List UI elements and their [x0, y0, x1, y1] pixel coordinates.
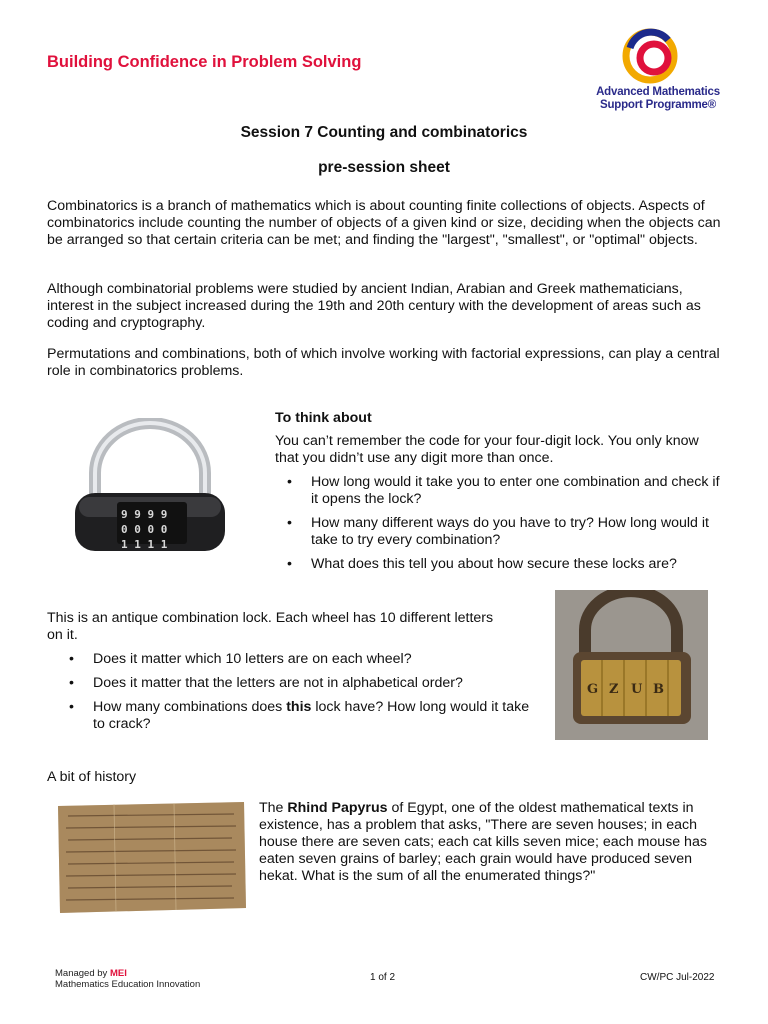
svg-text:1 1 1 1: 1 1 1 1: [121, 538, 168, 551]
managed-by-label: Managed by: [55, 968, 110, 979]
logo-line-2: Support Programme®: [599, 99, 717, 111]
think-about-intro: You can’t remember the code for your four-digit lock. You only know that you didn’t use any digit more than once.: [275, 433, 699, 466]
session-title: Session 7 Counting and combinatorics: [240, 124, 528, 141]
padlock-image: [55, 418, 245, 563]
mei-logo: MEI: [109, 968, 127, 979]
list-item-text: How many different ways do you have to try? How long would it take to try every combination?: [311, 515, 709, 548]
logo-line-1: Advanced Mathematics: [596, 86, 720, 98]
mei-full-name: Mathematics Education Innovation: [55, 979, 201, 990]
antique-lock-section: [47, 610, 547, 733]
svg-text:Z: Z: [609, 682, 619, 697]
brand-title: Building Confidence in Problem Solving: [47, 53, 362, 71]
list-item-text: What does this tell you about how secure these locks are?: [311, 556, 677, 572]
amsp-logo-mark: [578, 28, 738, 86]
list-item: • How many combinations does this lock have? How long would it take to crack?: [69, 699, 530, 732]
list-item-text: How long would it take you to enter one combination and check if it opens the lock?: [311, 474, 720, 507]
svg-text:G: G: [587, 682, 599, 697]
sheet-subtitle: pre-session sheet: [318, 159, 450, 176]
antique-list: [47, 651, 547, 733]
list-item-text: lock have? How long would it take to crack?: [93, 699, 530, 732]
intro-paragraph-2: Although combinatorial problems were studied by ancient Indian, Arabian and Greek mathematicians, interest in the subject increased during the 19th and 20th century with the development of areas such as coding and cryptography.: [47, 281, 701, 331]
amsp-logo: [578, 28, 738, 118]
svg-text:9 9 9 9: 9 9 9 9: [121, 508, 168, 521]
page-number: 1 of 2: [370, 972, 396, 983]
list-item-text: How many combinations does: [93, 699, 287, 715]
rhind-paragraph: [259, 800, 729, 885]
footer-managed-by: [55, 968, 200, 990]
logo-text: [578, 86, 738, 112]
svg-text:B: B: [653, 682, 664, 697]
think-about-list: [275, 474, 725, 573]
list-item: • Does it matter which 10 letters are on each wheel?: [69, 651, 412, 667]
svg-text:0 0 0 0: 0 0 0 0: [121, 523, 168, 536]
intro-paragraph-3: Permutations and combinations, both of which involve working with factorial expressions, can play a central role in combinatorics problems.: [47, 346, 720, 379]
document-reference: CW/PC Jul-2022: [640, 972, 715, 983]
list-item-text: Does it matter that the letters are not in alphabetical order?: [93, 675, 463, 691]
svg-text:U: U: [631, 682, 643, 697]
list-item-emphasis: this: [286, 699, 312, 715]
history-label: A bit of history: [47, 769, 137, 785]
rhind-text: The: [259, 800, 288, 816]
intro-paragraph-1: Combinatorics is a branch of mathematics which is about counting finite collections of objects. Aspects of combinatorics include counting the number of objects of a given kind or size, deciding when the objects can be arranged so that certain criteria can be met; and finding the "largest", "smallest", or "optimal" objects.: [47, 198, 721, 248]
list-item: • Does it matter that the letters are not in alphabetical order?: [69, 675, 463, 691]
think-about-heading: To think about: [275, 410, 372, 426]
antique-lock-image: [555, 590, 708, 740]
rhind-emphasis: Rhind Papyrus: [287, 800, 388, 816]
list-item: • How long would it take you to enter one combination and check if it opens the lock?: [287, 474, 720, 507]
papyrus-image: [54, 800, 248, 915]
antique-intro: This is an antique combination lock. Each wheel has 10 different letters on it.: [47, 610, 494, 643]
rhind-text: of Egypt, one of the oldest mathematical texts in existence, has a problem that asks, "There are seven houses; in each house there are seven cats; each cat kills seven mice; each mouse has eaten seven grains of barley; each grain would have produced seven hekat. What is the sum of all the enumerated things?": [259, 800, 707, 884]
list-item-text: Does it matter which 10 letters are on each wheel?: [93, 651, 412, 667]
think-about-section: [275, 410, 725, 573]
list-item: • How many different ways do you have to try? How long would it take to try every combination?: [287, 515, 709, 548]
list-item: • What does this tell you about how secure these locks are?: [287, 556, 677, 572]
